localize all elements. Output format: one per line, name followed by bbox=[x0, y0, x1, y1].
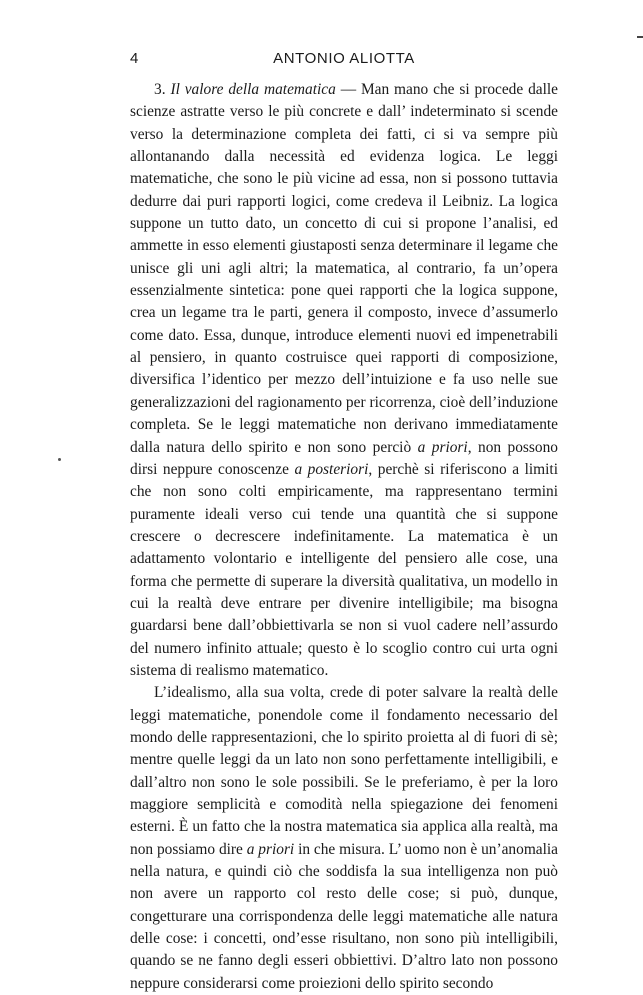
paragraph-text: , non possono dirsi neppure conoscenze bbox=[130, 438, 558, 478]
italic-term: a priori bbox=[246, 840, 295, 858]
paragraph-text: , perchè si riferiscono a limiti che non sono colti empiricamente, ma rappresentano termini puramente ideali verso cui tende una quantità che si suppone crescere o decrescere indefinitamente. La matematica è un adattamento volontario e intelligente del pensiero alle cose, una forma che permette di superare la diversità qualitativa, un modello in cui la realtà deve entrare per divenire intelligibile; ma bisogna guardarsi bene dall’obbiettivarla se non si vuol cadere nell’assurdo del numero infinito attuale; questo è lo scoglio contro cui urta ogni sistema di realismo matematico. bbox=[130, 460, 558, 679]
paragraph-text: in che misura. L’ uomo non è un’anomalia nella natura, e quindi ciò che soddisfa la sua intelligenza non può non avere un rapporto col resto delle cose; si può, dunque, congetturare una corrispondenza delle leggi matematiche alle natura delle cose: i concetti, ond’esse risultano, non sono più intelligibili, quando se ne fanno degli esseri obbiettivi. D’altro lato non possono neppure considerarsi come proiezioni dello spirito secondo bbox=[130, 840, 559, 992]
paragraph-section-3 bbox=[130, 79, 558, 682]
edge-mark bbox=[637, 36, 643, 38]
page-number: 4 bbox=[130, 50, 139, 67]
running-head: ANTONIO ALIOTTA bbox=[273, 50, 415, 67]
paragraph-text: — Man mano che si procede dalle scienze astratte verso le più concrete e dall’ indeterminato si scende verso la determinazione completa dei fatti, ci si va sempre più allontanando dalla necessità ed evidenza logica. Le leggi matematiche, che sono le più vicine ad essa, non si possono tuttavia dedurre dai puri rapporti logici, come credeva il Leibniz. La logica suppone un tutto dato, un concetto di cui si propone l’analisi, ed ammette in esso elementi giustaposti senza determinare il legame che unisce gli uni agli altri; la matematica, al contrario, fa un’opera essenzialmente sintetica: pone quei rapporti che la logica suppone, crea un legame tra le parti, genera il composto, invece d’assumerlo come dato. Essa, dunque, introduce elementi nuovi ed impenetrabili al pensiero, in quanto costruisce quei rapporti di composizione, diversifica l’identico per mezzo dell’intuizione e fa uso nelle sue generalizzazioni del ragionamento per ricorrenza, cioè dell’induzione completa. Se le leggi matematiche non derivano immediatamente dalla natura dello spirito e non sono perciò bbox=[130, 81, 558, 456]
section-title: Il valore della matematica bbox=[170, 81, 336, 98]
page-header bbox=[130, 50, 558, 72]
body-text bbox=[130, 79, 558, 995]
paragraph-text: L’idealismo, alla sua volta, crede di poter salvare la realtà delle leggi matematiche, ponendole come il fondamento necessario del mondo delle rappresentazioni, che lo spirito proietta al di fuori di sè; mentre quelle leggi da un lato non sono perfettamente intelligibili, e dall’altro non sono le sole possibili. Se le preferiamo, è per la loro maggiore semplicità e comodità nella spiegazione dei fenomeni esterni. È un fatto che la nostra matematica sia applica alla realtà, ma non possiamo dire bbox=[130, 684, 558, 858]
section-number: 3. bbox=[154, 81, 166, 98]
italic-term: a posteriori bbox=[294, 460, 369, 478]
paragraph-idealismo bbox=[130, 682, 558, 995]
print-speck bbox=[58, 458, 61, 461]
italic-term: a priori bbox=[417, 438, 468, 456]
